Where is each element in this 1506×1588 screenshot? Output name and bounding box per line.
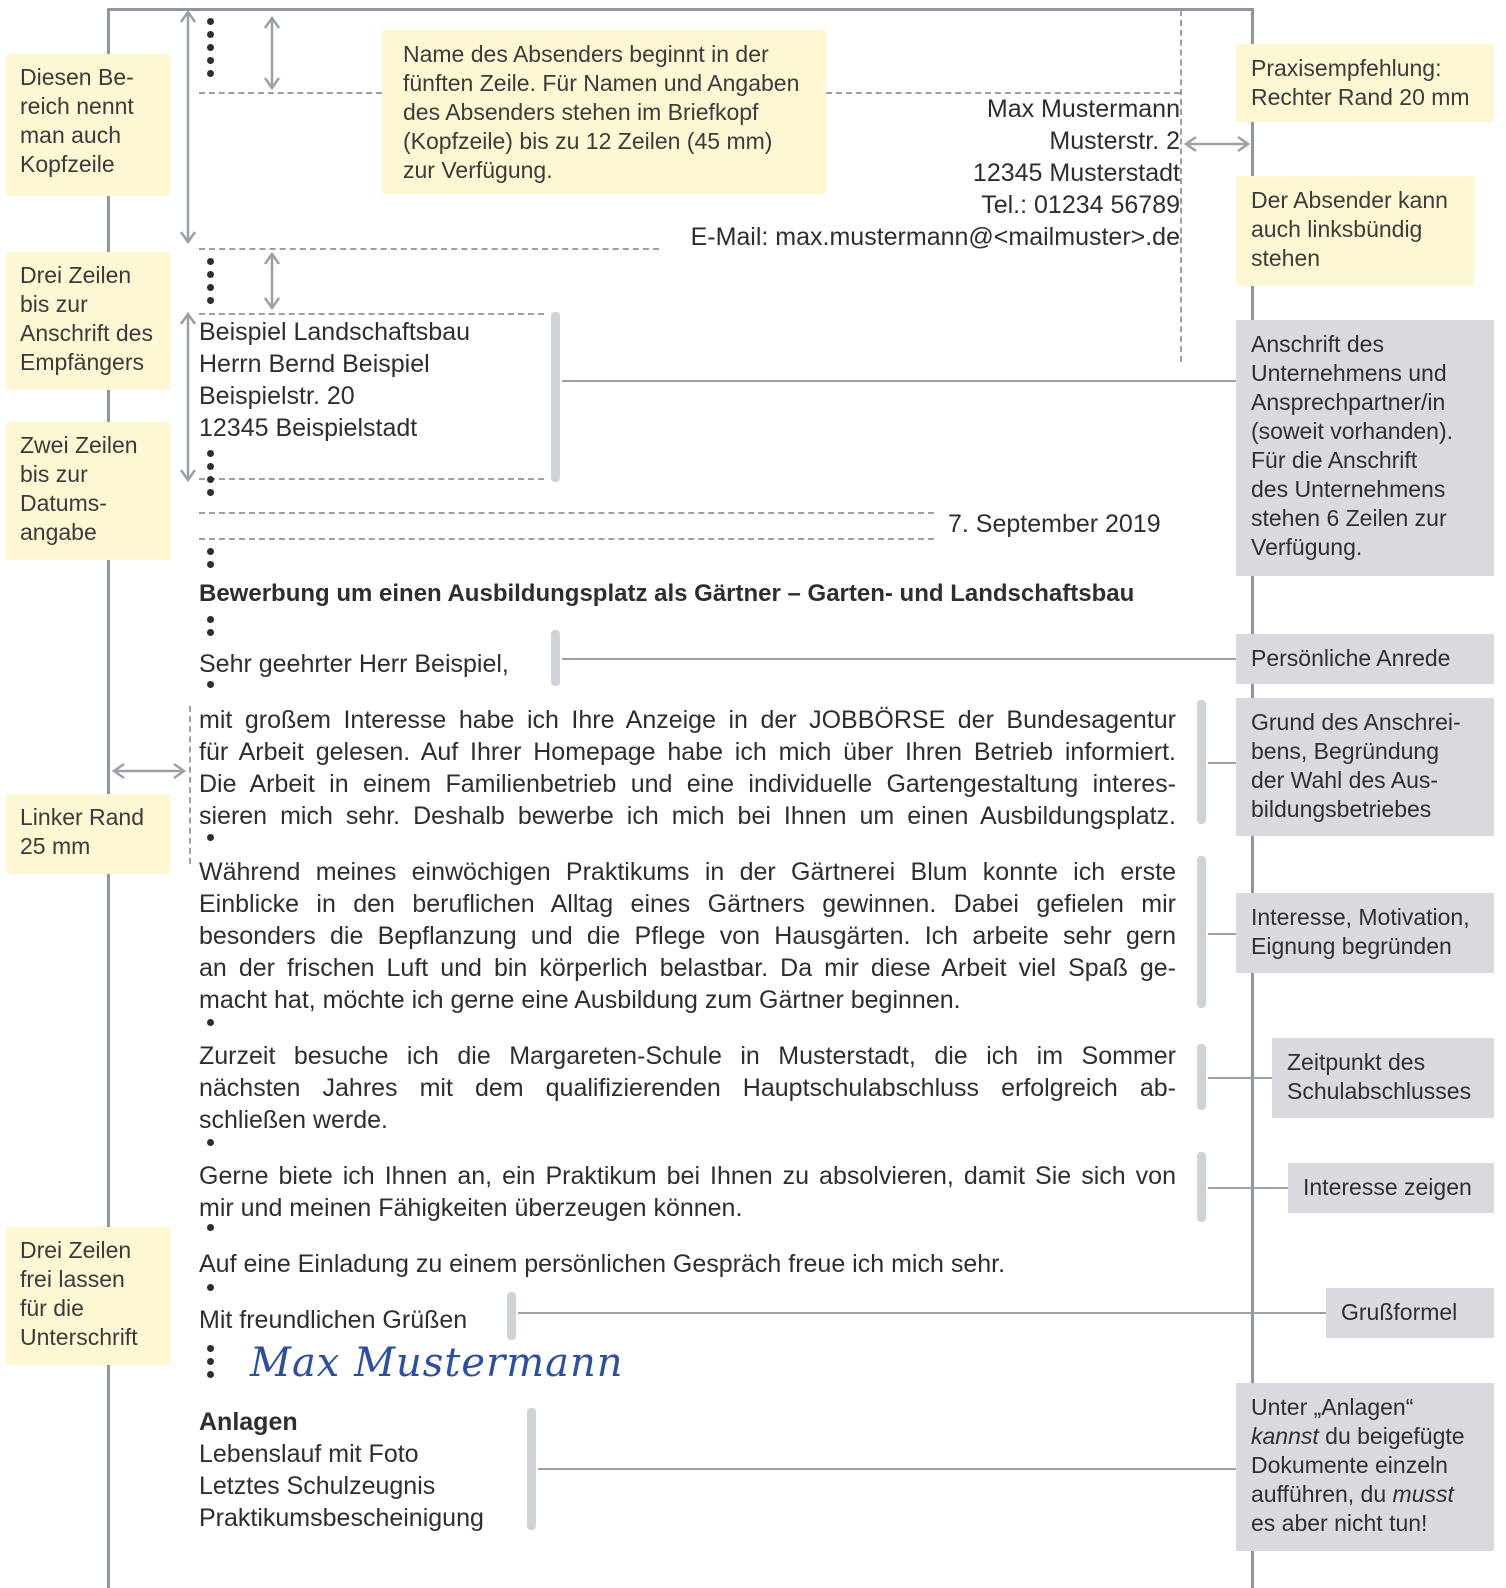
note-line: Ansprechpartner/in: [1251, 389, 1446, 415]
note-drei-zeilen-anschrift: [6, 252, 170, 390]
connector-interesse-zeigen: [1208, 1187, 1288, 1189]
text-line: mit großem Interesse habe ich Ihre Anzeige in der JOBBÖRSE der Bundesagentur: [199, 706, 1176, 734]
note-line: für die: [20, 1295, 84, 1321]
note-line: angabe: [20, 519, 97, 545]
bracket-zeitpunkt: [1197, 1044, 1206, 1110]
paragraph-3: [199, 1040, 1176, 1136]
dots-p2: [207, 834, 213, 847]
note-line: 25 mm: [20, 833, 91, 859]
guide-header-bottom: [199, 248, 659, 250]
note-line: Eignung begründen: [1251, 933, 1452, 959]
note-grussformel: [1326, 1288, 1494, 1338]
dots-p1: [207, 681, 213, 694]
recipient-block: [199, 316, 470, 444]
note-line: fünften Zeile. Für Namen und Angaben: [403, 70, 800, 96]
note-line: Dokumente einzeln: [1251, 1452, 1448, 1478]
note-line: Rechter Rand 20 mm: [1251, 84, 1470, 110]
guide-recipient-top: [199, 313, 544, 315]
note-line: Persönliche Anrede: [1251, 645, 1451, 671]
text-line: Einblicke in den beruflichen Alltag eines Gärtners gewinnen. Dabei gefielen mir: [199, 890, 1176, 918]
sender-email: E-Mail: max.mustermann@<mailmuster>.de: [690, 223, 1180, 251]
note-line: Praxisempfehlung:: [1251, 55, 1442, 81]
note-line: Drei Zeilen: [20, 1237, 132, 1263]
note-zeitpunkt: [1272, 1038, 1494, 1118]
attachments-title: Anlagen: [199, 1408, 298, 1436]
note-anschrift: [1236, 320, 1494, 576]
note-line: (soweit vorhanden).: [1251, 418, 1453, 444]
note-line: des Unternehmens: [1251, 476, 1446, 502]
note-line: Anschrift des: [20, 320, 153, 346]
note-line: Drei Zeilen: [20, 262, 132, 288]
arrow-five-lines: [262, 16, 282, 90]
note-line: auch linksbündig: [1251, 216, 1423, 242]
dots-p5: [207, 1224, 213, 1237]
note-line: bis zur: [20, 461, 88, 487]
note-line: Grußformel: [1341, 1299, 1458, 1325]
attachment-item: Lebenslauf mit Foto: [199, 1440, 419, 1468]
note-line: stehen 6 Zeilen zur: [1251, 505, 1447, 531]
note-line: bildungsbetriebes: [1251, 796, 1432, 822]
arrow-right-margin: [1184, 134, 1250, 154]
bracket-grund: [1197, 700, 1206, 824]
note-line: Interesse zeigen: [1303, 1174, 1472, 1200]
attachment-item: Praktikumsbescheinigung: [199, 1504, 484, 1532]
note-line: Unternehmens und: [1251, 360, 1447, 386]
bracket-anrede: [551, 630, 560, 686]
note-line: Kopfzeile: [20, 151, 115, 177]
note-drei-zeilen-unterschrift: [6, 1227, 170, 1365]
note-line: der Wahl des Aus-: [1251, 767, 1439, 793]
note-line: reich nennt: [20, 93, 134, 119]
note-rechter-rand: [1236, 44, 1494, 122]
paragraph-2: [199, 856, 1176, 1016]
text-line: sieren mich sehr. Deshalb bewerbe ich mich bei Ihnen um einen Ausbildungsplatz.: [199, 802, 1176, 830]
note-line: Schulabschlusses: [1287, 1078, 1472, 1104]
dots-p4: [207, 1139, 213, 1152]
note-interesse: [1236, 893, 1494, 973]
dots-gruss: [207, 1284, 213, 1297]
bracket-grussformel: [507, 1292, 516, 1340]
note-line: Zeitpunkt des: [1287, 1049, 1426, 1075]
dots-unterschrift: [207, 1345, 213, 1384]
note-line: Empfängers: [20, 349, 145, 375]
connector-anlagen: [538, 1468, 1236, 1470]
guide-date-2: [199, 538, 934, 540]
note-line: bens, Begründung: [1251, 738, 1439, 764]
note-line: Interesse, Motivation,: [1251, 904, 1470, 930]
text-line: nächsten Jahres mit dem qualifizierenden Hauptschulabschluss erfolgreich ab-: [199, 1074, 1176, 1102]
recipient-line: Herrn Bernd Beispiel: [199, 350, 430, 378]
note-absender-linksbuendig: [1236, 176, 1474, 286]
recipient-line: 12345 Beispielstadt: [199, 414, 418, 442]
arrow-left-margin: [112, 761, 186, 781]
arrow-kopfzeile-height: [178, 8, 198, 246]
guide-left-margin: [189, 706, 191, 864]
sender-phone: Tel.: 01234 56789: [981, 191, 1180, 219]
text-line: Die Arbeit in einem Familienbetrieb und eine individuelle Gartengestaltung interes-: [199, 770, 1176, 798]
guide-date-1: [199, 512, 934, 514]
note-line: Name des Absenders beginnt in der: [403, 41, 769, 67]
dots-anschrift: [207, 258, 213, 310]
paragraph-4: [199, 1160, 1176, 1224]
note-line: Diesen Be-: [20, 64, 134, 90]
note-line: man auch: [20, 122, 122, 148]
note-line: [1251, 1422, 1494, 1451]
bracket-interesse-zeigen: [1197, 1152, 1206, 1222]
sender-street: Musterstr. 2: [1049, 127, 1180, 155]
text-line: Zurzeit besuche ich die Margareten-Schule in Musterstadt, die ich im Sommer: [199, 1042, 1176, 1070]
connector-grussformel: [518, 1312, 1326, 1314]
note-anlagen: [1236, 1383, 1494, 1551]
signature: Max Mustermann: [250, 1340, 624, 1386]
connector-anrede: [562, 658, 1236, 660]
note-text: aufführen, du: [1251, 1481, 1393, 1507]
connector-interesse: [1208, 933, 1236, 935]
recipient-line: Beispielstr. 20: [199, 382, 355, 410]
connector-anschrift: [562, 380, 1236, 382]
note-emphasis: kannst: [1251, 1423, 1319, 1449]
note-text: du beigefügte: [1318, 1423, 1465, 1449]
note-line: des Absenders stehen im Briefkopf: [403, 99, 759, 125]
note-line: frei lassen: [20, 1266, 125, 1292]
note-zwei-zeilen-datum: [6, 422, 170, 560]
sender-name: Max Mustermann: [986, 95, 1180, 123]
bracket-anschrift: [551, 312, 560, 482]
connector-grund: [1208, 762, 1236, 764]
dots-datum: [207, 450, 213, 502]
note-anrede: [1236, 634, 1494, 684]
arrow-three-lines: [262, 252, 282, 310]
note-line: bis zur: [20, 291, 88, 317]
note-line: Unterschrift: [20, 1324, 138, 1350]
note-line: Anschrift des: [1251, 331, 1384, 357]
note-line: Grund des Anschrei-: [1251, 709, 1461, 735]
paragraph-5: [199, 1248, 1176, 1280]
letter-closing: Mit freundlichen Grüßen: [199, 1306, 468, 1334]
note-line: Zwei Zeilen: [20, 432, 138, 458]
dots-betreff: [207, 548, 213, 574]
note-line: Unter „Anlagen“: [1251, 1394, 1414, 1420]
letter-salutation: Sehr geehrter Herr Beispiel,: [199, 650, 509, 678]
note-line: (Kopfzeile) bis zu 12 Zeilen (45 mm): [403, 128, 773, 154]
attachments-block: [199, 1406, 484, 1534]
guide-right-margin: [1180, 10, 1182, 362]
letter-date: 7. September 2019: [948, 510, 1161, 538]
letter-subject: Bewerbung um einen Ausbildungsplatz als Gärtner – Garten- und Landschaftsbau: [199, 580, 1135, 607]
paragraph-1: [199, 704, 1176, 832]
note-linker-rand: [6, 794, 170, 874]
dots-anrede: [207, 616, 213, 642]
dots-p3: [207, 1019, 213, 1032]
text-line: besonders die Bepflanzung und die Pflege von Hausgärten. Ich arbeite sehr gern: [199, 922, 1176, 950]
guide-kopf-bottom: [199, 92, 382, 94]
text-line: Während meines einwöchigen Praktikums in der Gärtnerei Blum konnte ich erste: [199, 858, 1176, 886]
arrow-recipient-height: [178, 312, 198, 482]
note-line: Verfügung.: [1251, 534, 1363, 560]
note-line: zur Verfügung.: [403, 157, 553, 183]
note-line: Linker Rand: [20, 804, 145, 830]
text-line: für Arbeit gelesen. Auf Ihrer Homepage habe ich mich über Ihren Betrieb informiert.: [199, 738, 1176, 766]
text-line: schließen werde.: [199, 1106, 388, 1134]
note-line: Für die Anschrift: [1251, 447, 1418, 473]
note-interesse-zeigen: [1288, 1163, 1494, 1213]
note-line: es aber nicht tun!: [1251, 1510, 1428, 1536]
connector-zeitpunkt: [1208, 1077, 1272, 1079]
text-line: Auf eine Einladung zu einem persönlichen Gespräch freue ich mich sehr.: [199, 1250, 1006, 1278]
note-line: stehen: [1251, 245, 1321, 271]
note-line: Datums-: [20, 490, 107, 516]
bracket-interesse: [1197, 856, 1206, 1008]
recipient-line: Beispiel Landschaftsbau: [199, 318, 471, 346]
text-line: Gerne biete ich Ihnen an, ein Praktikum bei Ihnen zu absolvieren, damit Sie sich von: [199, 1162, 1176, 1190]
note-grund: [1236, 698, 1494, 836]
note-emphasis: musst: [1392, 1481, 1454, 1507]
attachment-item: Letztes Schulzeugnis: [199, 1472, 436, 1500]
text-line: an der frischen Luft und bin körperlich belastbar. Da mir diese Arbeit viel Spaß ge-: [199, 954, 1176, 982]
note-line: Der Absender kann: [1251, 187, 1448, 213]
bracket-anlagen: [527, 1408, 536, 1530]
note-kopfzeile: [6, 54, 170, 196]
dots-kopf: [207, 18, 213, 83]
text-line: macht hat, möchte ich gerne eine Ausbildung zum Gärtner beginnen.: [199, 986, 961, 1014]
sender-block: [691, 93, 1180, 253]
text-line: mir und meinen Fähigkeiten überzeugen können.: [199, 1194, 743, 1222]
guide-recipient-bottom: [199, 478, 544, 480]
note-line: [1251, 1480, 1494, 1509]
sender-city: 12345 Musterstadt: [972, 159, 1180, 187]
